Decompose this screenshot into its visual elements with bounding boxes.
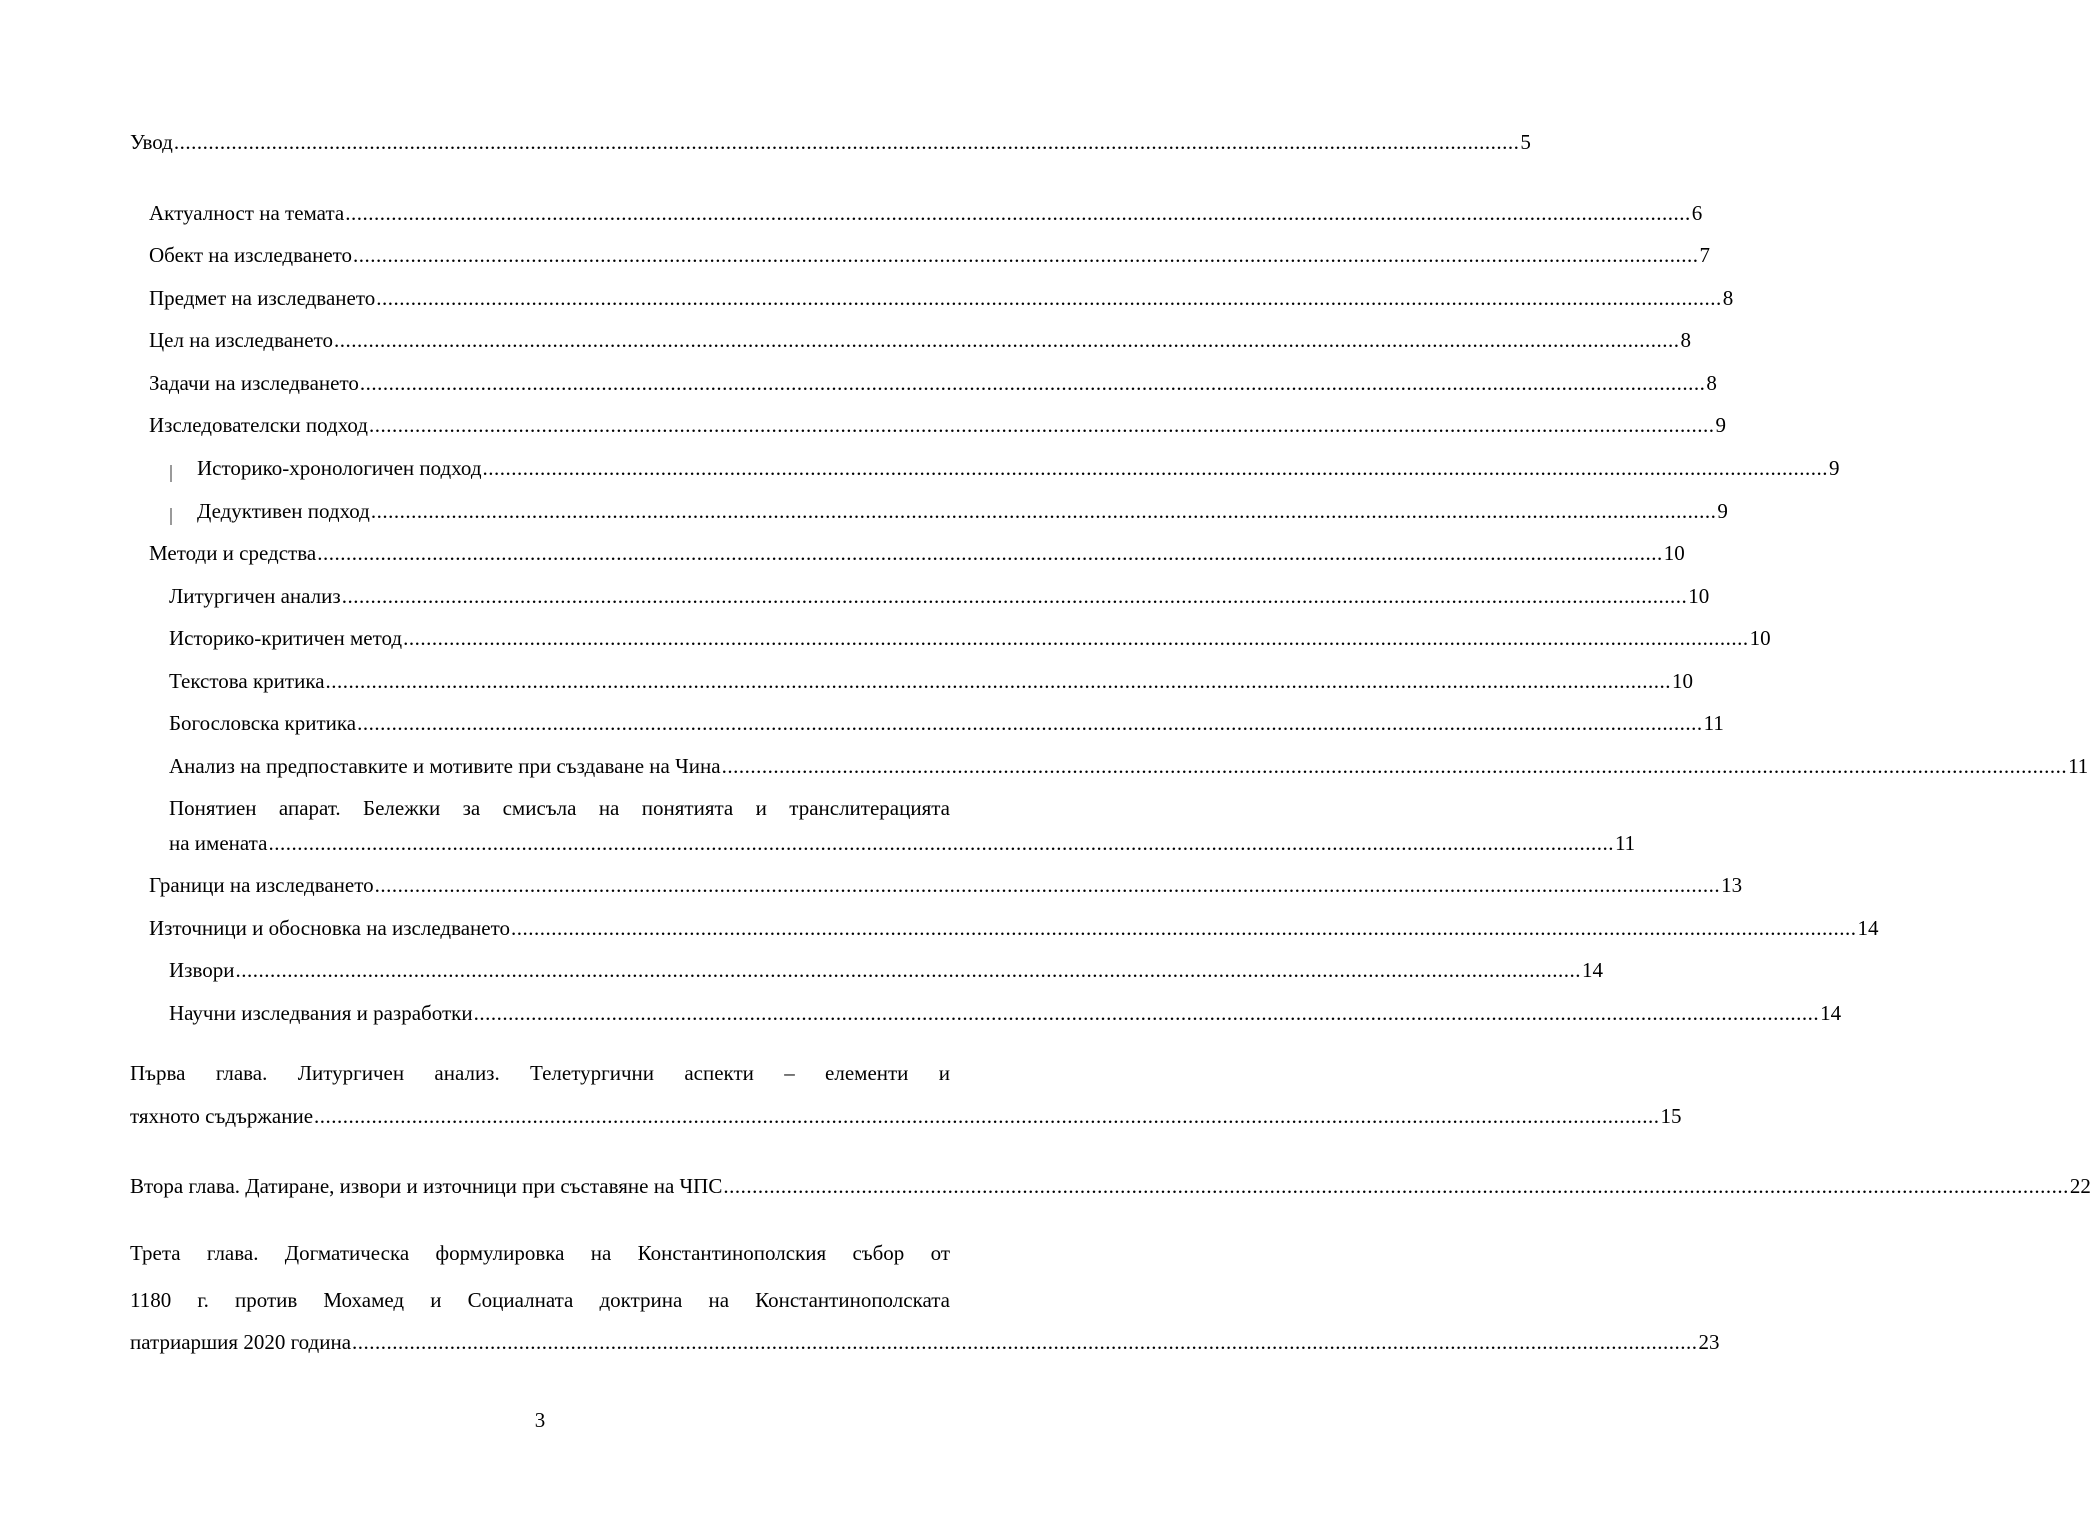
toc-entry-title: Граници на изследването (149, 873, 374, 897)
dot-leader: .......................................................................................................................................................................................................................................... (482, 456, 1829, 480)
dot-leader: .......................................................................................................................................................................................................................................... (325, 669, 1672, 693)
toc-entry-page: 13 (1721, 873, 1743, 897)
toc-entry-page: 11 (1614, 831, 1636, 855)
toc-entry-goal[interactable] (149, 327, 1692, 353)
toc-entry-page: 10 (1663, 541, 1685, 565)
toc-entry-actuality[interactable] (149, 200, 1703, 226)
dot-leader: .......................................................................................................................................................................................................................................... (268, 831, 1614, 855)
toc-entry-page: 22 (2069, 1174, 2091, 1198)
toc-entry-title: Текстова критика (169, 669, 325, 693)
toc-entry-title-cont: тяхното съдържание (130, 1104, 314, 1128)
toc-entry-title: Увод (130, 130, 173, 154)
toc-entry-historical-critical[interactable] (169, 625, 1771, 651)
dot-leader: .......................................................................................................................................................................................................................................... (317, 541, 1663, 565)
dot-leader: .......................................................................................................................................................................................................................................... (353, 243, 1699, 267)
toc-entry-object[interactable] (149, 242, 1711, 268)
toc-entry-title: Предмет на изследването (149, 286, 376, 310)
toc-entry-page: 8 (1722, 286, 1734, 310)
toc-entry-concepts[interactable] (169, 830, 1636, 856)
toc-entry-title: Задачи на изследването (149, 371, 359, 395)
toc-entry-page: 14 (1857, 916, 1879, 940)
toc-entry-sources-primary[interactable] (169, 957, 1603, 983)
toc-entry-title: Методи и средства (149, 541, 317, 565)
toc-entry-page: 11 (1703, 711, 1724, 735)
dot-leader: .......................................................................................................................................................................................................................................... (473, 1001, 1820, 1025)
toc-entry-sources-research[interactable] (169, 1000, 1842, 1026)
toc-entry-page: 9 (1829, 456, 1840, 480)
toc-entry-page: 14 (1581, 958, 1603, 982)
toc-entry-page: 6 (1691, 201, 1703, 225)
toc-entry-theological[interactable] (169, 710, 1724, 736)
dot-leader: .......................................................................................................................................................................................................................................... (359, 371, 1706, 395)
dot-leader: .......................................................................................................................................................................................................................................... (369, 413, 1715, 437)
toc-entry-approach[interactable] (149, 412, 1726, 438)
dot-leader: .......................................................................................................................................................................................................................................... (235, 958, 1581, 982)
toc-entry-title: Актуалност на темата (149, 201, 345, 225)
toc-entry-title: Извори (169, 958, 235, 982)
toc-entry-page: 10 (1749, 626, 1771, 650)
toc-entry-concepts-line1 (169, 795, 950, 821)
toc-entry-title: Анализ на предпоставките и мотивите при създаване на Чина (169, 754, 721, 778)
page-number: 3 (534, 1408, 546, 1432)
toc-entry-page: 5 (1520, 130, 1531, 154)
dot-leader: .......................................................................................................................................................................................................................................... (341, 584, 1688, 608)
toc-entry-title: Източници и обосновка на изследването (149, 916, 510, 940)
toc-entry-chapter1-line1 (130, 1060, 950, 1086)
dot-leader: .......................................................................................................................................................................................................................................... (352, 1330, 1698, 1354)
toc-entry-sources[interactable] (149, 915, 1879, 941)
toc-entry-page: 11 (2068, 754, 2089, 778)
toc-entry-page: 7 (1699, 243, 1711, 267)
toc-entry-title: Трета глава. Догматическа формулировка на Константинополския събор от (130, 1241, 950, 1265)
toc-entry-chapter3[interactable] (130, 1329, 1720, 1355)
toc-entry-chapter2[interactable] (130, 1173, 2091, 1199)
toc-entry-page: 10 (1672, 669, 1694, 693)
toc-entry-title-cont: патриаршия 2020 година (130, 1330, 352, 1354)
toc-entry-tasks[interactable] (149, 370, 1717, 396)
dot-leader: .......................................................................................................................................................................................................................................... (314, 1104, 1660, 1128)
dot-leader: .......................................................................................................................................................................................................................................... (173, 130, 1520, 154)
toc-entry-title: Първа глава. Литургичен анализ. Телетургични аспекти – елементи и (130, 1061, 950, 1085)
toc-entry-title-cont: на имената (169, 831, 268, 855)
checkbox-bullet-icon (170, 465, 172, 482)
toc-entry-title: Дедуктивен подход (197, 499, 370, 523)
dot-leader: .......................................................................................................................................................................................................................................... (357, 711, 1703, 735)
checkbox-bullet-icon (170, 508, 172, 525)
dot-leader: .......................................................................................................................................................................................................................................... (721, 754, 2068, 778)
toc-entry-premises[interactable] (169, 753, 2089, 779)
toc-entry-chapter3-line1 (130, 1240, 950, 1266)
toc-entry-title: Втора глава. Датиране, извори и източници при съставяне на ЧПС (130, 1174, 723, 1198)
dot-leader: .......................................................................................................................................................................................................................................... (511, 916, 1857, 940)
dot-leader: .......................................................................................................................................................................................................................................... (376, 286, 1722, 310)
toc-entry-historical[interactable] (170, 455, 1840, 481)
toc-entry-textual[interactable] (169, 668, 1694, 694)
toc-entry-subject[interactable] (149, 285, 1734, 311)
toc-entry-chapter3-line2 (130, 1287, 950, 1313)
toc-entry-limits[interactable] (149, 872, 1743, 898)
toc-entry-page: 8 (1706, 371, 1717, 395)
dot-leader: .......................................................................................................................................................................................................................................... (334, 328, 1680, 352)
toc-entry-page: 10 (1688, 584, 1710, 608)
dot-leader: .......................................................................................................................................................................................................................................... (374, 873, 1721, 897)
toc-entry-page: 23 (1698, 1330, 1720, 1354)
toc-entry-methods[interactable] (149, 540, 1685, 566)
toc-entry-title: Богословска критика (169, 711, 357, 735)
dot-leader: .......................................................................................................................................................................................................................................... (370, 499, 1717, 523)
dot-leader: .......................................................................................................................................................................................................................................... (345, 201, 1691, 225)
toc-entry-title: Литургичен анализ (169, 584, 341, 608)
toc-entry-title: Историко-критичен метод (169, 626, 403, 650)
toc-entry-liturgical[interactable] (169, 583, 1710, 609)
toc-entry-title: Понятиен апарат. Бележки за смисъла на понятията и транслитерацията (169, 796, 950, 820)
toc-entry-deductive[interactable] (170, 498, 1728, 524)
toc-entry-title: Цел на изследването (149, 328, 334, 352)
toc-entry-page: 14 (1820, 1001, 1842, 1025)
toc-entry-page: 8 (1680, 328, 1692, 352)
toc-entry-title: Историко-хронологичен подход (197, 456, 482, 480)
toc-entry-intro[interactable] (130, 129, 1531, 155)
toc-entry-title-cont: 1180 г. против Мохамед и Социалната доктрина на Константинополската (130, 1288, 950, 1312)
toc-entry-chapter1[interactable] (130, 1103, 1682, 1129)
toc-entry-page: 9 (1715, 413, 1726, 437)
toc-entry-title: Научни изследвания и разработки (169, 1001, 473, 1025)
toc-entry-title: Обект на изследването (149, 243, 353, 267)
dot-leader: .......................................................................................................................................................................................................................................... (403, 626, 1749, 650)
toc-entry-page: 9 (1717, 499, 1728, 523)
dot-leader: .......................................................................................................................................................................................................................................... (723, 1174, 2069, 1198)
toc-entry-title: Изследователски подход (149, 413, 368, 437)
toc-entry-page: 15 (1660, 1104, 1682, 1128)
